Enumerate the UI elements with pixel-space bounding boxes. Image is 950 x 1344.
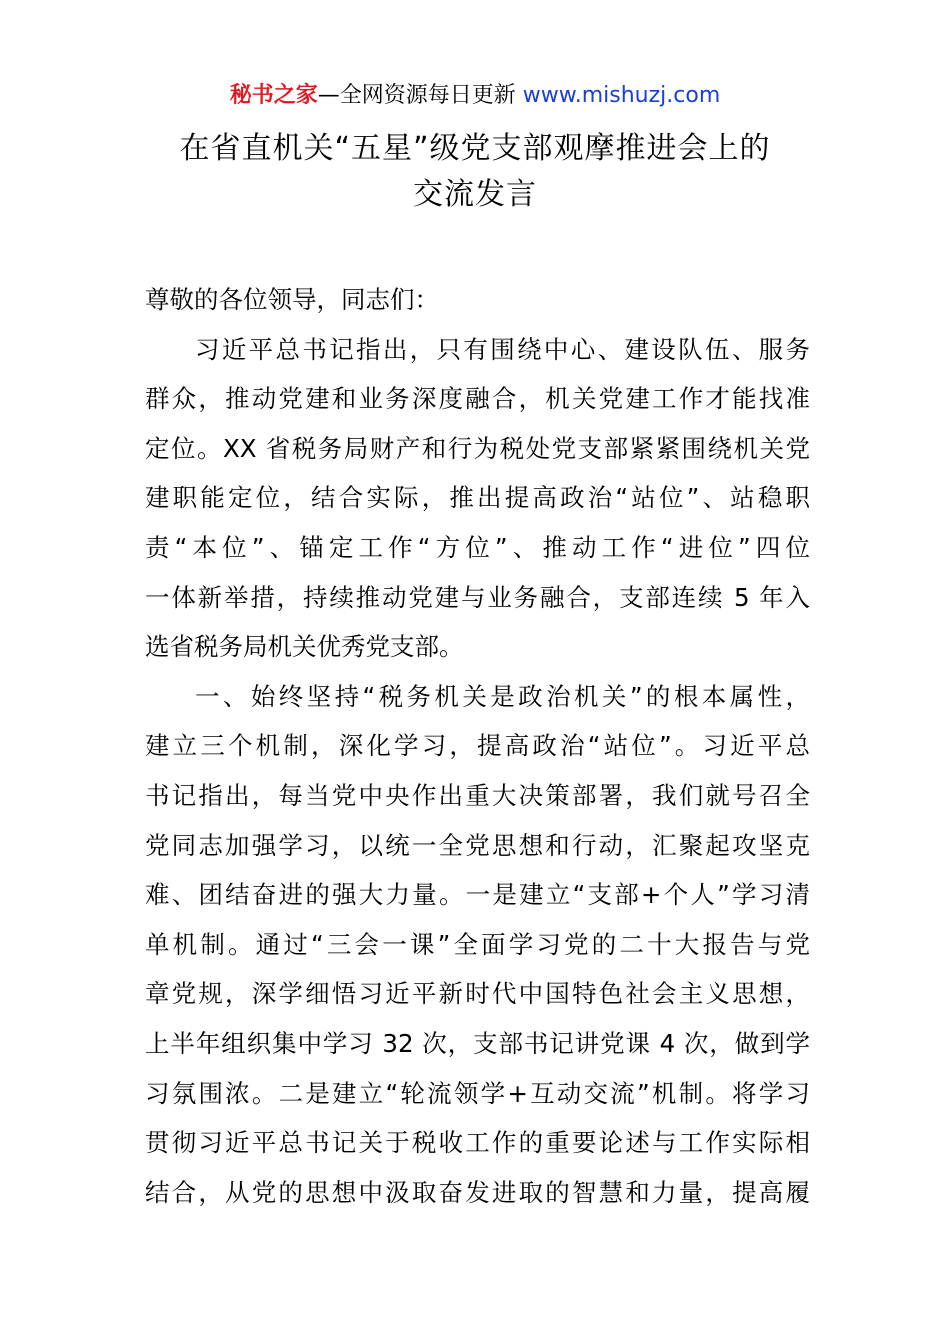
salutation: 尊敬的各位领导，同志们： [145,285,439,314]
body-line: 建职能定位，结合实际，推出提高政治“站位”、站稳职 [145,483,810,513]
body-line: 建立三个机制，深化学习，提高政治“站位”。习近平总 [145,731,810,761]
document-title [0,126,950,218]
site-header [0,80,950,112]
body-line: 单机制。通过“三会一课”全面学习党的二十大报告与党 [145,929,810,959]
body-line: 结合，从党的思想中汲取奋发进取的智慧和力量，提高履 [145,1177,810,1207]
body-line: 一、始终坚持“税务机关是政治机关”的根本属性， [195,681,810,711]
site-url-link[interactable]: www.mishuzj.com [522,83,721,108]
body-line: 责“本位”、锚定工作“方位”、推动工作“进位”四位 [145,532,810,562]
brand-name: 秘书之家 [229,83,318,108]
body-line: 习近平总书记指出，只有围绕中心、建设队伍、服务 [195,334,810,364]
title-line-1: 在省直机关“五星”级党支部观摩推进会上的 [179,131,771,166]
body-line: 章党规，深学细悟习近平新时代中国特色社会主义思想， [145,979,810,1009]
body-line: 党同志加强学习，以统一全党思想和行动，汇聚起攻坚克 [145,830,810,860]
body-line: 习氛围浓。二是建立“轮流领学+互动交流”机制。将学习 [145,1078,810,1108]
document-body [145,275,810,1217]
body-line: 选省税务局机关优秀党支部。 [145,632,464,662]
header-tagline: —全网资源每日更新 [317,83,516,108]
body-line: 一体新举措，持续推动党建与业务融合，支部连续 5 年入 [145,582,810,612]
body-line: 难、团结奋进的强大力量。一是建立“支部+个人”学习清 [145,880,810,910]
body-line: 书记指出，每当党中央作出重大决策部署，我们就号召全 [145,780,810,810]
body-line: 定位。XX 省税务局财产和行为税处党支部紧紧围绕机关党 [145,433,810,463]
body-line: 群众，推动党建和业务深度融合，机关党建工作才能找准 [145,384,810,414]
title-line-2: 交流发言 [413,177,537,212]
body-line: 贯彻习近平总书记关于税收工作的重要论述与工作实际相 [145,1128,810,1158]
body-line: 上半年组织集中学习 32 次，支部书记讲党课 4 次，做到学 [145,1028,810,1058]
